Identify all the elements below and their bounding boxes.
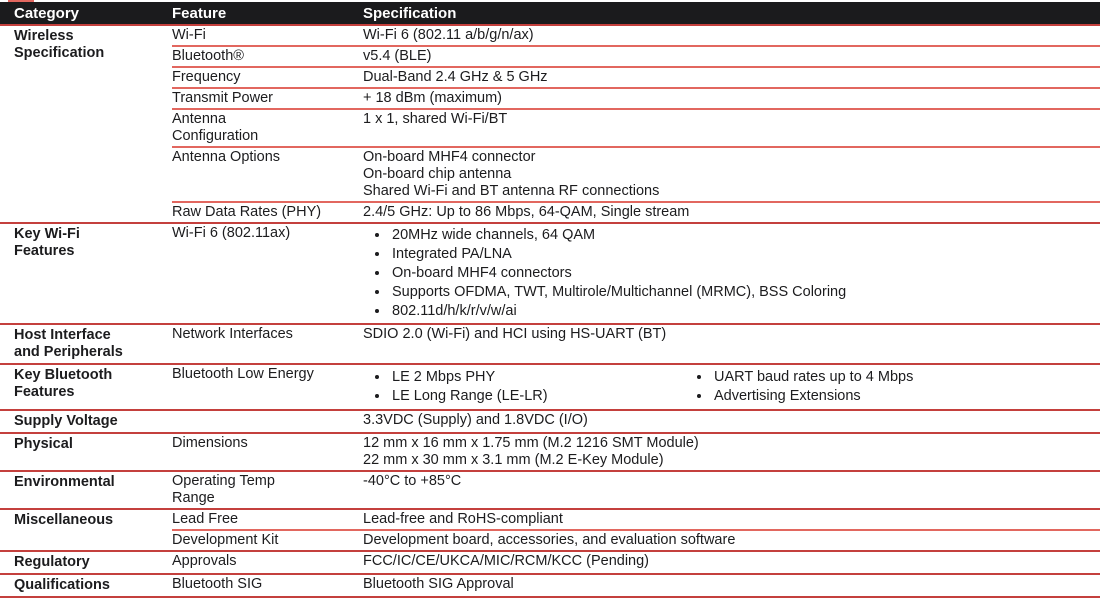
category-cell [0,472,172,508]
category-text: Key Wi-Fi [14,226,80,242]
bullet-list [363,227,1094,320]
category-text: Key Bluetooth [14,367,113,383]
feature-cell [172,90,363,107]
feature-cell [172,412,363,429]
category-text: Features [14,384,75,400]
feature-text: Range [172,490,215,506]
table-row [172,365,1100,409]
table-row [172,108,1100,146]
feature-cell [172,576,363,593]
feature-text: Bluetooth SIG [172,576,263,592]
feature-cell [172,149,363,200]
specification-text: -40°C to +85°C [363,473,462,489]
section-rows [172,510,1100,550]
specification-text: 3.3VDC (Supply) and 1.8VDC (I/O) [363,412,588,428]
specification-text: Bluetooth SIG Approval [363,576,514,592]
bullet-item: • UART baud rates up to 4 Mbps [712,369,1094,386]
category-text: Features [14,243,75,259]
specification-text: 2.4/5 GHz: Up to 86 Mbps, 64-QAM, Single stream [363,204,690,220]
specification-text: Development board, accessories, and evaluation software [363,532,736,548]
specification-cell [363,69,1100,86]
feature-text: Development Kit [172,532,279,548]
table-row [172,66,1100,87]
specification-cell [363,90,1100,107]
feature-text: Transmit Power [172,90,273,106]
specification-cell [363,553,1100,570]
section-rows [172,552,1100,573]
feature-cell [172,435,363,469]
specification-cell [363,48,1100,65]
specification-cell [363,511,1100,528]
section-qualifications [0,573,1100,598]
specification-text: 12 mm x 16 mm x 1.75 mm (M.2 1216 SMT Module) [363,435,699,451]
category-text: Qualifications [14,577,110,593]
category-text: Host Interface [14,327,111,343]
specification-text: v5.4 (BLE) [363,48,432,64]
table-row [172,224,1100,323]
specification-text: Lead-free and RoHS-compliant [363,511,563,527]
table-row [172,146,1100,201]
category-cell [0,224,172,323]
category-text: Supply Voltage [14,413,118,429]
feature-text: Frequency [172,69,241,85]
category-cell [0,575,172,596]
feature-cell [172,225,363,322]
feature-text: Wi-Fi 6 (802.11ax) [172,225,291,241]
specification-cell [363,366,1100,408]
bullet-list-col2 [685,367,1094,407]
bullet-item: • On-board MHF4 connectors [390,265,1094,282]
table-row [172,325,1100,344]
section-host-interface-and-peripherals [0,323,1100,363]
feature-text: Dimensions [172,435,248,451]
table-row [172,575,1100,594]
category-cell [0,510,172,550]
feature-cell [172,204,363,221]
section-key-bluetooth-features [0,363,1100,409]
specification-cell [363,111,1100,145]
header-specification: Specification [363,4,457,22]
category-text: Physical [14,436,73,452]
section-rows [172,365,1100,409]
specification-cell [363,225,1100,322]
category-text: Environmental [14,474,115,490]
specification-text: Shared Wi-Fi and BT antenna RF connections [363,183,660,199]
feature-text: Network Interfaces [172,326,293,342]
category-cell [0,26,172,222]
table-header-row [0,2,1100,24]
feature-text: Bluetooth Low Energy [172,366,314,382]
feature-cell [172,532,363,549]
specification-text: On-board MHF4 connector [363,149,536,165]
feature-text: Operating Temp [172,473,275,489]
category-cell [0,325,172,363]
specification-text: 22 mm x 30 mm x 3.1 mm (M.2 E-Key Module) [363,452,664,468]
category-cell [0,552,172,573]
specification-cell [363,27,1100,44]
specification-text: FCC/IC/CE/UKCA/MIC/RCM/KCC (Pending) [363,553,650,569]
section-rows [172,26,1100,222]
bullet-item: • Integrated PA/LNA [390,246,1094,263]
specification-cell [363,412,1100,429]
section-environmental [0,470,1100,508]
bullet-item: • Supports OFDMA, TWT, Multirole/Multichannel (MRMC), BSS Coloring [390,284,1094,301]
feature-cell [172,326,363,343]
feature-text: Antenna [172,111,227,127]
section-miscellaneous [0,508,1100,550]
section-rows [172,472,1100,508]
feature-text: Approvals [172,553,237,569]
bullet-item: • 20MHz wide channels, 64 QAM [390,227,1094,244]
specification-text: Wi-Fi 6 (802.11 a/b/g/n/ax) [363,27,534,43]
specification-text: + 18 dBm (maximum) [363,90,502,106]
table-row [172,26,1100,45]
category-text: Specification [14,45,105,61]
table-row [172,201,1100,222]
section-rows [172,575,1100,596]
specification-cell [363,435,1100,469]
section-rows [172,224,1100,323]
specification-cell [363,473,1100,507]
feature-cell [172,553,363,570]
specification-text: On-board chip antenna [363,166,512,182]
section-rows [172,325,1100,363]
table-row [172,87,1100,108]
category-text: Wireless [14,28,74,44]
feature-cell [172,48,363,65]
bullet-list-col1 [363,367,685,407]
specification-cell [363,576,1100,593]
category-cell [0,434,172,470]
table-body [0,24,1100,598]
specification-text: 1 x 1, shared Wi-Fi/BT [363,111,508,127]
specification-text: SDIO 2.0 (Wi-Fi) and HCI using HS-UART (BT) [363,326,667,342]
feature-text: Antenna Options [172,149,281,165]
section-wireless-specification [0,24,1100,222]
table-row [172,472,1100,508]
bullet-item: • LE Long Range (LE-LR) [390,388,685,405]
feature-cell [172,69,363,86]
section-rows [172,434,1100,470]
category-text: and Peripherals [14,344,123,360]
category-cell [0,365,172,409]
bullet-item: • Advertising Extensions [712,388,1094,405]
section-regulatory [0,550,1100,573]
specification-cell [363,204,1100,221]
table-row [172,45,1100,66]
specification-cell [363,532,1100,549]
table-row [172,434,1100,470]
top-edge-line [8,0,34,2]
table-row [172,529,1100,550]
bullet-item: • LE 2 Mbps PHY [390,369,685,386]
section-physical [0,432,1100,470]
feature-cell [172,473,363,507]
feature-cell [172,366,363,408]
header-feature: Feature [172,4,227,22]
bullet-item: • 802.11d/h/k/r/v/w/ai [390,303,1094,320]
table-row [172,552,1100,571]
category-text: Miscellaneous [14,512,114,528]
category-cell [0,411,172,432]
feature-cell [172,511,363,528]
feature-cell [172,27,363,44]
header-category: Category [14,4,80,22]
table-row [172,411,1100,430]
section-supply-voltage [0,409,1100,432]
feature-text: Configuration [172,128,259,144]
category-text: Regulatory [14,554,90,570]
feature-text: Raw Data Rates (PHY) [172,204,322,220]
specification-cell [363,326,1100,343]
specification-text: Dual-Band 2.4 GHz & 5 GHz [363,69,548,85]
specification-cell [363,149,1100,200]
feature-text: Bluetooth® [172,48,244,64]
table-row [172,510,1100,529]
section-key-wi-fi-features [0,222,1100,323]
feature-cell [172,111,363,145]
feature-text: Lead Free [172,511,239,527]
section-rows [172,411,1100,432]
feature-text: Wi-Fi [172,27,206,43]
